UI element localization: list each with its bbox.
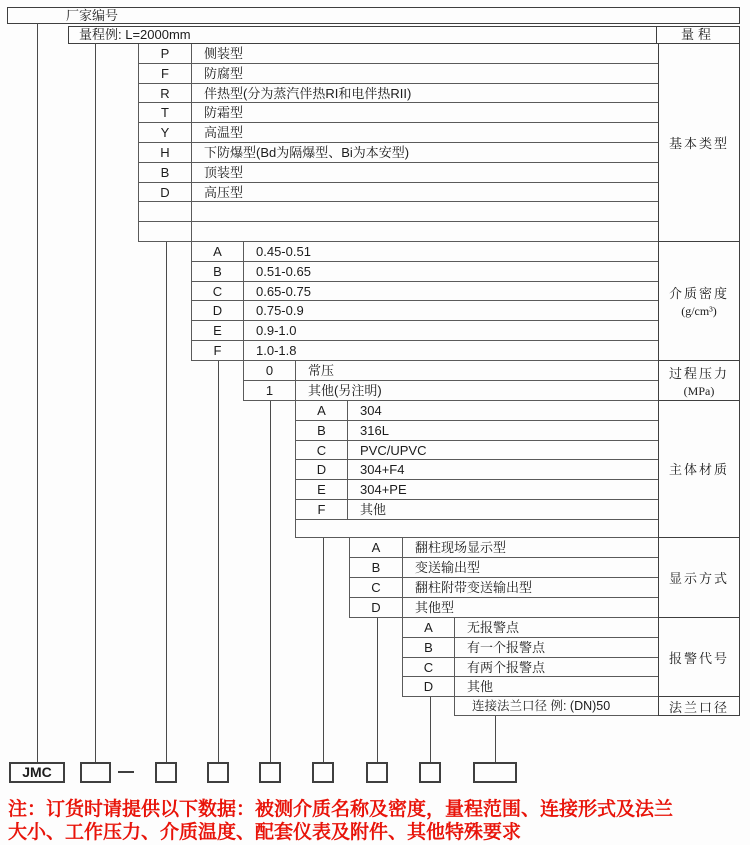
connector-line (495, 716, 496, 762)
code-box-display-mode (366, 762, 388, 783)
table-row (243, 361, 658, 381)
flange-diameter-row: 连接法兰口径 例: (DN)50 (454, 697, 658, 716)
table-row (138, 183, 658, 203)
table-row (138, 64, 658, 84)
code-box-range (80, 762, 111, 783)
row-code: C (350, 578, 403, 597)
table-row (138, 222, 658, 242)
table-row (191, 282, 658, 302)
factory-code-box (7, 7, 740, 24)
row-desc: 其他型 (415, 600, 455, 615)
process-pressure-side-sublabel: (MPa) (683, 383, 715, 398)
table-row (243, 381, 658, 401)
row-code: F (192, 341, 244, 360)
table-row (349, 598, 658, 618)
row-code: F (296, 500, 348, 519)
range-side-label: 量程 (656, 27, 739, 43)
row-desc: 其他 (360, 502, 387, 518)
model-dash-separator (118, 771, 134, 773)
row-desc: 下防爆型(Bd为隔爆型、Bi为本安型) (204, 145, 410, 160)
table-row (138, 202, 658, 222)
display-mode-side-label-text: 显示方式 (668, 571, 729, 586)
row-desc: 防霜型 (204, 105, 244, 121)
section-side-label (658, 401, 740, 538)
row-code: T (139, 103, 192, 122)
table-row (295, 520, 658, 538)
row-desc: 0.45-0.51 (256, 244, 311, 259)
table-row (138, 143, 658, 163)
code-box-medium-density (207, 762, 229, 783)
row-code: B (139, 163, 192, 182)
row-code (139, 222, 192, 241)
table-row (402, 658, 658, 678)
row-desc: 0.9-1.0 (256, 323, 297, 339)
row-code: D (296, 460, 348, 479)
row-code: H (139, 143, 192, 162)
row-code: D (403, 677, 455, 696)
table-row (138, 44, 658, 64)
row-desc: 有一个报警点 (467, 639, 546, 655)
row-code: E (296, 480, 348, 499)
range-example-row (68, 26, 740, 44)
table-row (295, 401, 658, 421)
row-desc: 侧装型 (204, 46, 244, 61)
row-desc: 其他(另注明) (308, 383, 382, 398)
range-example-text: 量程例: L=2000mm (79, 27, 191, 42)
section-side-label (658, 618, 740, 697)
connector-line (270, 401, 271, 762)
table-row (349, 538, 658, 558)
row-desc: 翻柱现场显示型 (415, 540, 507, 555)
table-row (295, 421, 658, 441)
row-desc: PVC/UPVC (360, 442, 427, 458)
code-box-alarm-code (419, 762, 441, 783)
row-desc: 无报警点 (467, 620, 520, 635)
table-row (295, 500, 658, 520)
row-code: B (296, 421, 348, 440)
table-row (402, 618, 658, 638)
connector-line (377, 618, 378, 762)
row-desc: 其他 (467, 679, 494, 695)
table-row (191, 242, 658, 262)
connector-line (430, 697, 431, 762)
ordering-note-line2: 大小、工作压力、介质温度、配套仪表及附件、其他特殊要求 (8, 821, 522, 843)
row-code: D (139, 183, 192, 202)
connector-line (323, 538, 324, 762)
row-code: C (192, 282, 244, 301)
row-code: F (139, 64, 192, 83)
row-code: A (296, 401, 348, 420)
table-row (191, 301, 658, 321)
row-desc: 有两个报警点 (467, 659, 546, 675)
table-row (349, 558, 658, 578)
table-row (191, 341, 658, 361)
row-desc: 0.65-0.75 (256, 283, 311, 299)
row-code (139, 202, 192, 221)
body-material-side-label-text: 主体材质 (668, 462, 729, 478)
section-side-label (658, 361, 740, 401)
row-desc: 304+F4 (360, 462, 405, 478)
medium-density-side-sublabel: (g/cm³) (681, 303, 717, 318)
section-side-label (658, 242, 740, 361)
table-row (138, 123, 658, 143)
row-code: Y (139, 123, 192, 142)
row-desc (192, 202, 658, 221)
row-code: C (403, 658, 455, 677)
row-desc: 伴热型(分为蒸汽伴热RI和电伴热RII) (204, 85, 412, 101)
table-row (402, 677, 658, 697)
row-desc: 304+PE (360, 482, 407, 498)
section-side-label (658, 538, 740, 618)
table-row (295, 441, 658, 461)
code-box-body-material (312, 762, 334, 783)
row-desc (192, 222, 658, 241)
ordering-note (8, 799, 748, 844)
row-desc: 防腐型 (204, 65, 244, 81)
medium-density-side-label-text: 介质密度 (668, 285, 729, 301)
row-code: P (139, 44, 192, 63)
row-code: B (192, 262, 244, 281)
alarm-code-side-label-text: 报警代号 (668, 650, 729, 666)
row-code: B (350, 558, 403, 577)
row-code: E (192, 321, 244, 340)
row-code: C (296, 441, 348, 460)
row-desc: 顶装型 (204, 164, 244, 180)
table-row (191, 321, 658, 341)
section-side-label (658, 44, 740, 242)
row-desc: 316L (360, 422, 389, 438)
table-row (295, 480, 658, 500)
table-row (349, 578, 658, 598)
row-code: B (403, 638, 455, 657)
connector-line (37, 23, 38, 762)
model-prefix-box: JMC (9, 762, 65, 783)
code-box-flange-diameter (473, 762, 517, 783)
row-code: D (350, 598, 403, 617)
row-code: R (139, 84, 192, 103)
row-code: 1 (244, 381, 296, 400)
table-row (402, 638, 658, 658)
ordering-note-line1: 注：订货时请提供以下数据：被测介质名称及密度，量程范围、连接形式及法兰 (8, 799, 674, 820)
basic-type-side-label-text: 基本类型 (668, 136, 729, 151)
row-code: A (403, 618, 455, 637)
flange-side-label-text: 法兰口径 (668, 699, 729, 715)
row-desc: 0.75-0.9 (256, 303, 304, 319)
row-desc: 高温型 (204, 125, 244, 141)
table-row (191, 262, 658, 282)
row-desc: 1.0-1.8 (256, 343, 297, 359)
table-row (138, 84, 658, 104)
connector-line (218, 361, 219, 762)
table-row (138, 103, 658, 123)
flange-side-label (658, 697, 740, 716)
connector-line (95, 43, 96, 762)
row-code: D (192, 301, 244, 320)
code-box-basic-type (155, 762, 177, 783)
row-desc: 变送输出型 (415, 560, 481, 575)
row-code: A (192, 242, 244, 261)
row-desc: 常压 (308, 363, 335, 378)
connector-line (166, 242, 167, 762)
row-code: 0 (244, 361, 296, 380)
row-desc: 翻柱附带变送输出型 (415, 580, 533, 595)
code-box-process-pressure (259, 762, 281, 783)
table-row (138, 163, 658, 183)
process-pressure-side-label-text: 过程压力 (668, 365, 729, 381)
factory-code-label: 厂家编号 (66, 8, 119, 23)
table-row (295, 460, 658, 480)
row-desc (348, 520, 658, 537)
row-code (296, 520, 348, 537)
row-desc: 304 (360, 403, 382, 418)
row-desc: 0.51-0.65 (256, 263, 311, 279)
row-desc: 高压型 (204, 184, 244, 200)
row-code: A (350, 538, 403, 557)
